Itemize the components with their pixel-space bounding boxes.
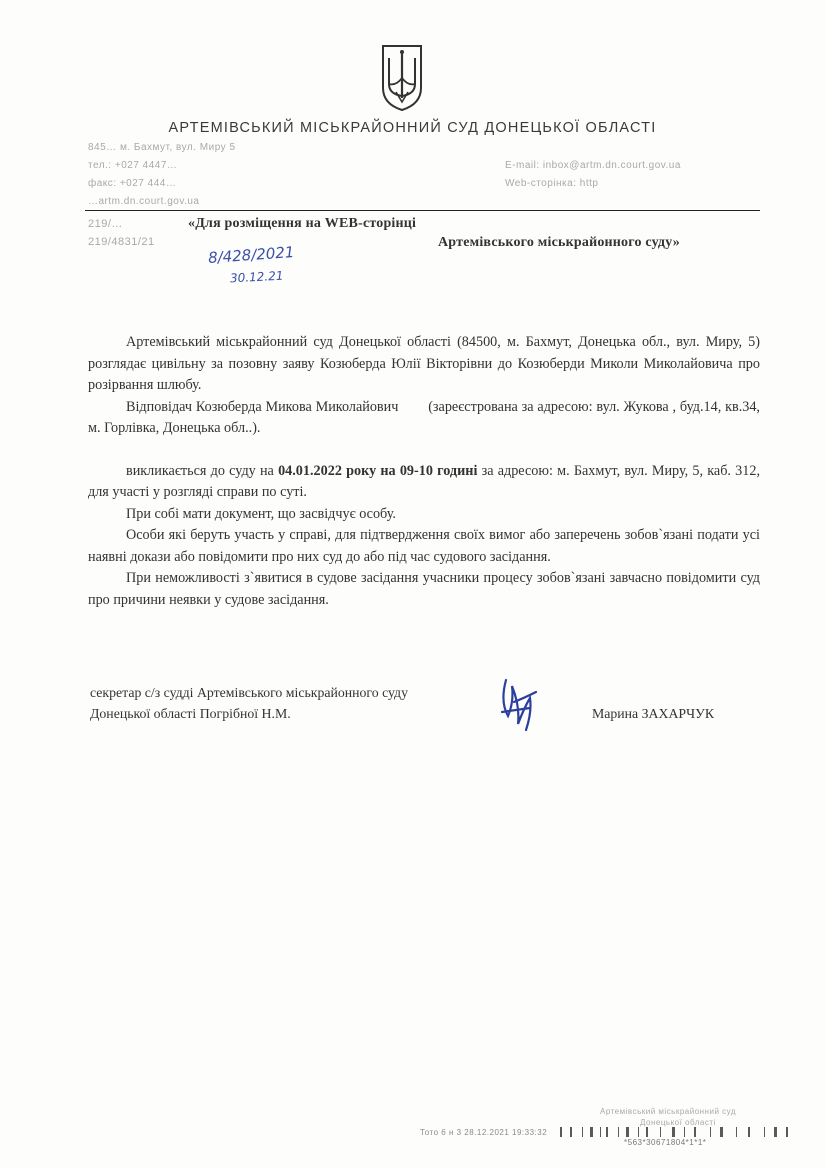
paragraph-summons xyxy=(88,461,760,504)
paragraph-absence: При неможливості з`явитися в судове засідання учасники процесу зобов`язані завчасно повідомити суд про причини неявки у судове засідання. xyxy=(88,570,760,608)
paragraph-evidence: Особи які беруть участь у справі, для підтвердження своїх вимог або заперечень зобов`язані подати усі наявні докази або повідомити про них суд до або під час судового засідання. xyxy=(88,527,760,565)
secretary-title: секретар с/з судді Артемівського міськрайонного суду xyxy=(90,685,408,700)
contact-fax: факс: +027 444… xyxy=(88,178,177,189)
footer-printed: Тото 6 н 3 28.12.2021 19:33:32 xyxy=(420,1128,548,1137)
contact-website: …artm.dn.court.gov.ua xyxy=(88,196,200,207)
footer-org-line2: Донецької області xyxy=(640,1118,716,1127)
contact-phone: тел.: +027 4447… xyxy=(88,160,178,171)
contact-address: 845… м. Бахмут, вул. Миру 5 xyxy=(88,142,236,153)
summons-pre: викликається до суду на xyxy=(126,462,279,479)
hearing-datetime: 04.01.2022 року на 09-10 годині xyxy=(278,462,478,479)
coat-of-arms-icon xyxy=(380,42,424,112)
notice-body xyxy=(88,332,760,611)
barcode xyxy=(560,1127,790,1137)
header-divider xyxy=(85,210,760,211)
secretary-court: Донецької області Погрібної Н.М. xyxy=(90,706,291,721)
signature-scribble-icon xyxy=(496,672,544,736)
contact-webpage: Web-сторінка: http xyxy=(505,178,599,189)
reg-number-2: 219/4831/21 xyxy=(88,236,155,248)
reg-number-1: 219/… xyxy=(88,218,123,230)
respondent-name: Відповідач Козюберда Микова Миколайович xyxy=(126,398,399,415)
web-notice-line1: «Для розміщення на WEB-сторінці xyxy=(188,216,417,231)
handwritten-date: 30.12.21 xyxy=(229,268,284,286)
web-notice-line2: Артемівського міськрайонного суду» xyxy=(438,235,680,250)
handwritten-ref: 8/428/2021 xyxy=(207,243,295,267)
court-name-heading: АРТЕМІВСЬКИЙ МІСЬКРАЙОННИЙ СУД ДОНЕЦЬКОЇ ОБЛАСТІ xyxy=(168,120,657,136)
secretary-name: Марина ЗАХАРЧУК xyxy=(592,706,715,721)
contact-email: E-mail: inbox@artm.dn.court.gov.ua xyxy=(505,160,681,171)
paragraph-case: Артемівський міськрайонний суд Донецької області (84500, м. Бахмут, Донецька обл., вул. Миру, 5) розглядає цивільну за позовну заяву Козюберда Юлії Вікторівни до Козюберди Миколи Миколайовича про розірвання шлюбу. xyxy=(88,334,760,393)
footer-org-line1: Артемівський міськрайонний суд xyxy=(600,1107,737,1116)
summons-post: за адресою: м. Бахмут, вул. Миру, 5, каб. 312, для участі у розгляді справи по суті. xyxy=(88,462,760,500)
respondent-address: (зареєстрована за адресою: вул. Жукова , буд.14, кв.34, м. Горлівка, Донецька обл..). xyxy=(88,398,760,436)
paragraph-respondent xyxy=(88,397,760,440)
paragraph-id-document: При собі мати документ, що засвідчує особу. xyxy=(126,505,396,522)
barcode-code: *563*30671804*1*1* xyxy=(624,1138,707,1147)
